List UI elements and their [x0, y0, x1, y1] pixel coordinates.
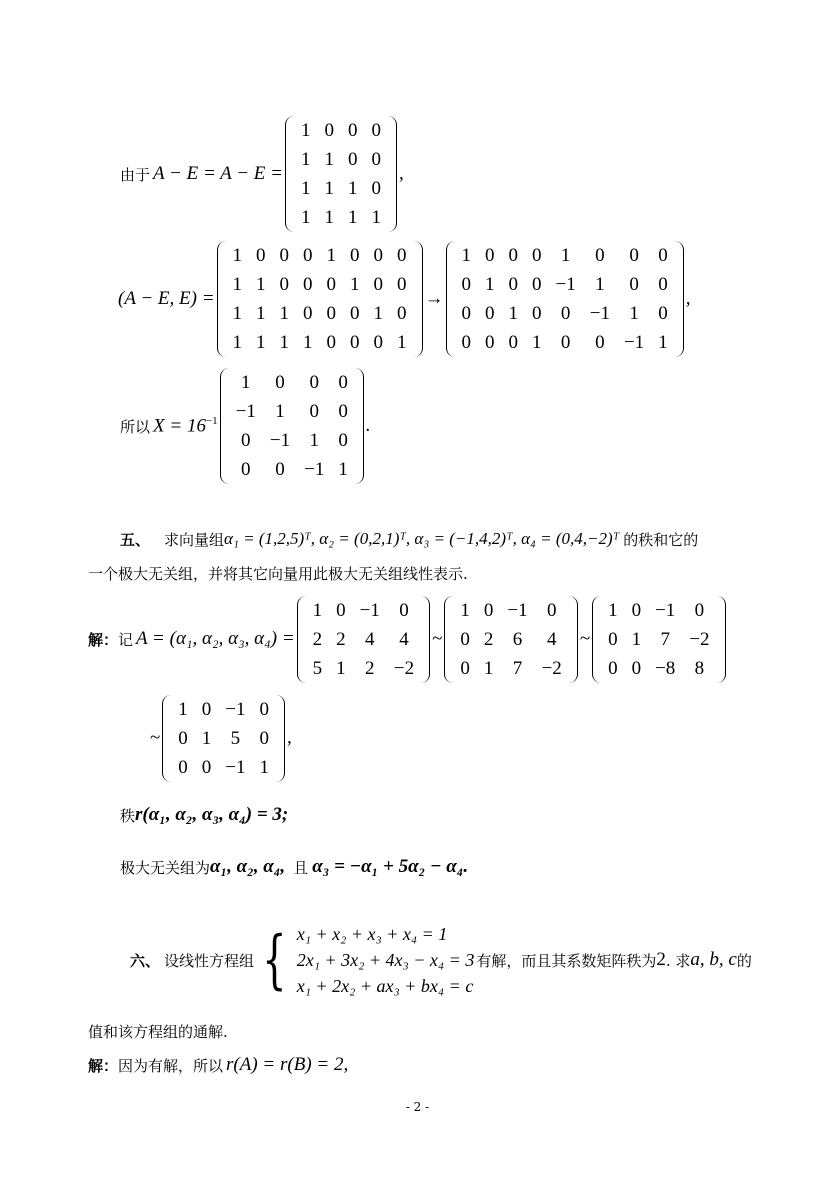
matrix-augmented-right: 1 0 0 0 1 0 0 0 0 1 0 0 −1 1 0 0 0 0 1 0 0 −1 1 0 0 0 0 1 0 0 −1 1 [446, 241, 684, 357]
text-suoyi: 所以 [120, 417, 151, 436]
q5-text2: 的秩和它的 [623, 530, 699, 549]
eq-x [120, 370, 371, 482]
sol5-text: 记 [118, 630, 134, 649]
sol6-expr: r(A) = r(B) = 2, [226, 1054, 349, 1075]
arrow: → [424, 288, 444, 309]
expr-augmented-lhs: (A − E, E) = [118, 288, 215, 309]
rank-expr: r(α₁, α₂, α₃, α₄) = 3; [135, 804, 289, 825]
sim-3: ~ [150, 727, 161, 748]
q6-line1 [130, 918, 752, 1002]
q6-text4: 的 [736, 951, 752, 970]
rank-prefix: 秩 [120, 806, 136, 825]
q5-vectors: α₁ = (1,2,5)ᵀ, α₂ = (0,2,1)ᵀ, α₃ = (−1,4,2)ᵀ, α₄ = (0,4,−2)ᵀ [224, 529, 620, 548]
q5-line1 [120, 524, 698, 554]
q6-text1: 设线性方程组 [164, 951, 255, 970]
sol6-text: 因为有解，所以 [118, 1056, 224, 1075]
matrix-a2: 1 0 −1 0 0 2 6 4 0 1 7 −2 [444, 596, 577, 683]
basis-prefix: 极大无关组为 [120, 858, 211, 877]
sol5-matrix4-line [150, 693, 292, 783]
matrix-a-minus-e: 1 0 0 0 1 1 0 0 1 1 1 0 1 1 1 1 [285, 116, 397, 232]
sol5-rank [120, 800, 288, 830]
matrix-augmented-left: 1 0 0 0 1 0 0 0 1 1 0 0 0 1 0 0 1 1 1 0 0 0 1 0 1 1 1 1 0 0 0 1 [217, 241, 423, 357]
equation-3: x₁ + 2x₂ + ax₃ + bx₄ = c [296, 976, 474, 996]
q5-line2 [88, 560, 468, 586]
comma: , [685, 288, 691, 309]
matrix-a4: 1 0 −1 0 0 1 5 0 0 0 −1 1 [162, 695, 285, 782]
expr-a-minus-e: A − E = A − E = [153, 163, 283, 184]
page-number: - 2 - [405, 1100, 430, 1114]
matrix-a1: 1 0 −1 0 2 2 4 4 5 1 2 −2 [297, 596, 430, 683]
sol5-label: 解： [88, 630, 119, 649]
expr-x: $X = 16^{-1}$ [153, 414, 218, 437]
sol5-lhs: A = (α₁, α₂, α₃, α₄) = [136, 628, 295, 649]
relation-expr: α₃ = −α₁ + 5α₂ − α₄. [312, 856, 469, 877]
q6-label: 六、 [130, 951, 161, 970]
q6-text3: . 求 [665, 951, 691, 970]
q5-text-line2: 一个极大无关组，并将其它向量用此极大无关组线性表示. [88, 564, 468, 583]
basis-and: 且 [293, 858, 309, 877]
text-youyu: 由于 [120, 165, 151, 184]
brace: { [262, 923, 287, 997]
equation-2: 2x₁ + 3x₂ + 4x₃ − x₄ = 3 [296, 950, 475, 970]
q5-label: 五、 [120, 530, 151, 549]
q6-text-line2: 值和该方程组的通解. [88, 1022, 228, 1041]
comma: , [398, 163, 404, 184]
period: . [365, 415, 371, 436]
sol5-matrices [88, 594, 728, 684]
equation-system [254, 921, 474, 999]
sol6-line [88, 1050, 348, 1080]
eq-a-minus-e [120, 118, 404, 230]
q6-line2 [88, 1018, 228, 1044]
sol6-label: 解： [88, 1056, 119, 1075]
comma: , [287, 727, 292, 748]
matrix-a3: 1 0 −1 0 0 1 7 −2 0 0 −8 8 [592, 596, 725, 683]
basis-expr: α₁, α₂, α₄, [210, 856, 286, 877]
equation-1: x₁ + x₂ + x₃ + x₄ = 1 [296, 924, 448, 944]
q6-vars: a, b, c [690, 949, 737, 970]
matrix-x: 1 0 0 0 −1 1 0 0 0 −1 1 0 0 0 −1 1 [220, 368, 364, 484]
q5-text1: 求向量组 [164, 530, 225, 549]
sim-2: ~ [579, 628, 591, 649]
sim-1: ~ [432, 628, 443, 649]
q6-rank: 2 [656, 949, 666, 970]
sol5-basis [120, 852, 468, 882]
q6-text2: 有解，而且其系数矩阵秩为 [476, 951, 657, 970]
eq-augmented [118, 243, 690, 355]
